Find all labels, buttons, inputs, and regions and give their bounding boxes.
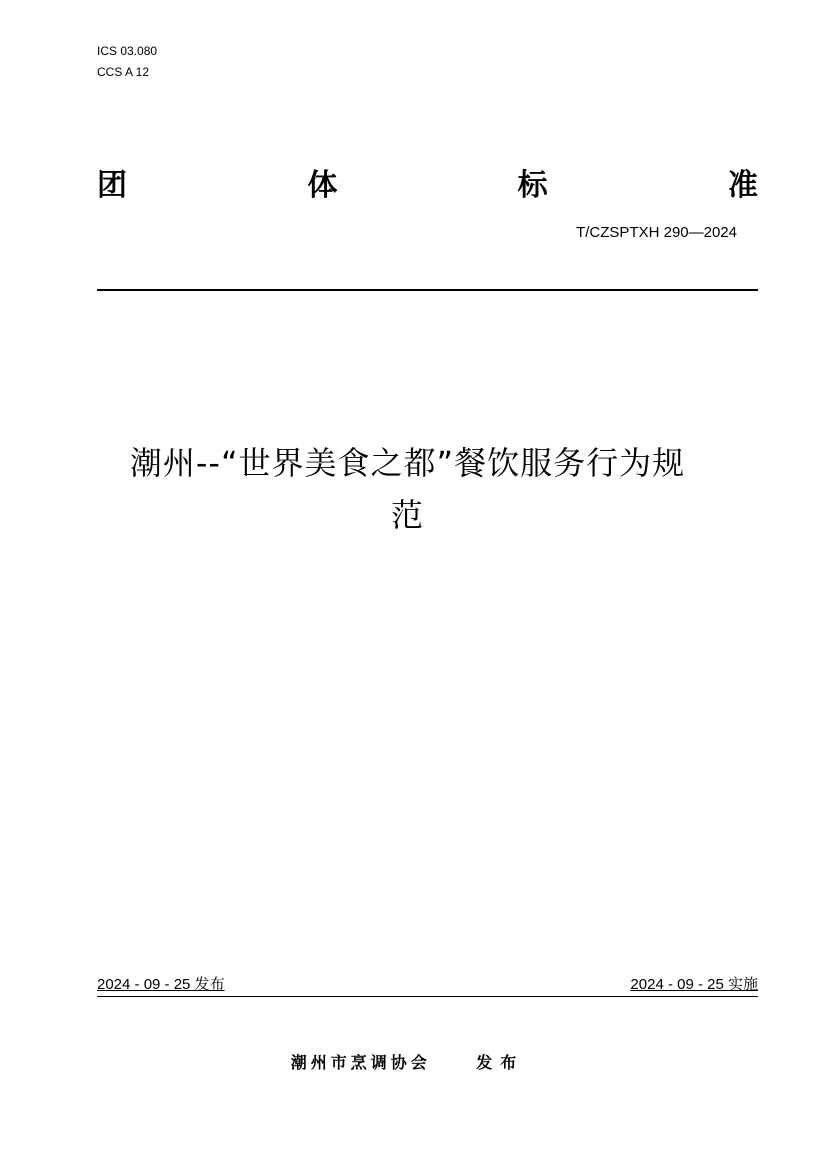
implement-date: 2024 - 09 - 25 实施 (630, 976, 758, 993)
publisher-action: 发布 (476, 1053, 525, 1072)
standard-number: T/CZSPTXH 290—2024 (576, 224, 737, 241)
ics-code: ICS 03.080 (97, 44, 158, 58)
standard-type-char: 体 (307, 168, 338, 203)
classification-codes (97, 41, 157, 83)
ccs-code: CCS A 12 (97, 65, 150, 79)
standard-type-char: 准 (727, 168, 758, 203)
title-line-1: 潮州--“世界美食之都”餐饮服务行为规 (129, 444, 686, 482)
standard-type-heading (97, 160, 758, 204)
publish-date: 2024 - 09 - 25 发布 (97, 976, 225, 993)
publisher-line (0, 1050, 815, 1073)
dates-row (97, 972, 758, 997)
standard-type-char: 团 (97, 168, 127, 203)
title-line-2: 范 (390, 496, 424, 534)
document-title (60, 437, 755, 541)
header-divider (97, 289, 758, 291)
publisher-organization: 潮州市烹调协会 (290, 1053, 431, 1072)
standard-type-char: 标 (517, 168, 548, 203)
